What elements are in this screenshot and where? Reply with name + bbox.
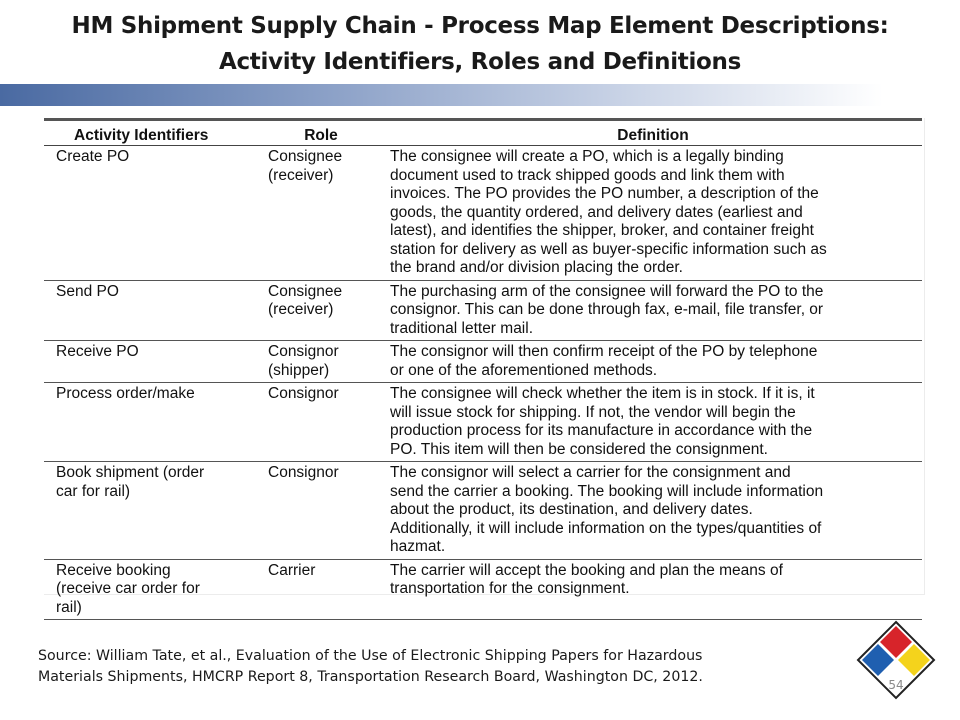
cell-def <box>384 462 922 560</box>
cell-def-line: traditional letter mail. <box>390 319 534 337</box>
slide-title <box>0 8 960 80</box>
cell-activity-line: rail) <box>56 598 82 616</box>
cell-activity-line: Receive PO <box>56 343 139 360</box>
cell-def-line: The consignee will create a PO, which is a legally binding <box>390 148 784 165</box>
header-definition: Definition <box>384 120 922 146</box>
cell-role-line: (receiver) <box>268 166 334 184</box>
definitions-table-image <box>44 118 925 616</box>
cell-def <box>384 146 922 281</box>
cell-def <box>384 280 922 341</box>
cell-def-line: PO. This item will then be considered the consignment. <box>390 440 768 458</box>
cell-def <box>384 559 922 620</box>
cell-def-line: The carrier will accept the booking and plan the means of <box>390 561 783 579</box>
title-line-1: HM Shipment Supply Chain - Process Map Element Descriptions: <box>71 13 889 39</box>
cell-activity-line: Send PO <box>56 282 119 300</box>
cell-def-line: goods, the quantity ordered, and delivery dates (earliest and <box>390 203 803 221</box>
cell-role-line: (shipper) <box>268 361 330 379</box>
cell-role <box>258 280 384 341</box>
title-accent-bar <box>0 84 960 106</box>
header-role: Role <box>258 120 384 146</box>
table-row <box>44 559 922 620</box>
cell-def-line: hazmat. <box>390 538 446 555</box>
cell-def-line: Additionally, it will include information on the types/quantities of <box>390 519 822 537</box>
cell-def-line: send the carrier a booking. The booking will include information <box>390 482 824 500</box>
table-row <box>44 341 922 383</box>
title-line-2: Activity Identifiers, Roles and Definitions <box>218 49 742 75</box>
table-row <box>44 146 922 281</box>
cell-activity <box>44 462 258 560</box>
header-activity-identifiers: Activity Identifiers <box>44 120 258 146</box>
cell-def-line: consignor. This can be done through fax, e-mail, file transfer, or <box>390 301 824 318</box>
cell-def-line: production process for its manufacture in accordance with the <box>390 422 813 439</box>
cell-def-line: The purchasing arm of the consignee will forward the PO to the <box>390 282 824 300</box>
source-citation <box>38 646 798 688</box>
cell-activity <box>44 146 258 281</box>
cell-def-line: document used to track shipped goods and link them with <box>390 166 785 184</box>
cell-def <box>384 383 922 462</box>
table-row <box>44 462 922 560</box>
cell-def-line: or one of the aforementioned methods. <box>390 361 658 379</box>
cell-def-line: transportation for the consignment. <box>390 580 630 597</box>
cell-def-line: station for delivery as well as buyer-specific information such as <box>390 240 827 258</box>
cell-role <box>258 383 384 462</box>
cell-def-line: The consignee will check whether the item is in stock. If it is, it <box>390 385 815 402</box>
cell-activity-line: (receive car order for <box>56 580 200 597</box>
table-row <box>44 280 922 341</box>
cell-def-line: The consignor will select a carrier for the consignment and <box>390 464 791 481</box>
cell-activity-line: Book shipment (order <box>56 464 205 481</box>
cell-role-line: Consignor <box>268 343 339 360</box>
page-number: 54 <box>888 678 904 692</box>
table-header-row <box>44 120 922 146</box>
cell-def-line: latest), and identifies the shipper, broker, and container freight <box>390 222 814 239</box>
cell-role <box>258 559 384 620</box>
cell-role-line: Consignor <box>268 385 339 402</box>
table-body <box>44 146 922 620</box>
cell-def-line: about the product, its destination, and delivery dates. <box>390 501 753 518</box>
cell-activity <box>44 341 258 383</box>
cell-def-line: The consignor will then confirm receipt of the PO by telephone <box>390 343 818 360</box>
cell-activity-line: Receive booking <box>56 561 171 579</box>
cell-role-line: Consignee <box>268 282 343 300</box>
cell-role <box>258 341 384 383</box>
cell-role-line: Consignee <box>268 148 343 165</box>
cell-activity <box>44 383 258 462</box>
cell-def-line: will issue stock for shipping. If not, the vendor will begin the <box>390 403 796 421</box>
cell-activity <box>44 280 258 341</box>
cell-activity <box>44 559 258 620</box>
cell-role-line: Carrier <box>268 561 316 579</box>
cell-role-line: Consignor <box>268 464 339 481</box>
table-row <box>44 383 922 462</box>
cell-activity-line: Process order/make <box>56 385 195 402</box>
cell-def-line: invoices. The PO provides the PO number, a description of the <box>390 185 819 202</box>
source-line-1: Source: William Tate, et al., Evaluation of the Use of Electronic Shipping Papers for Hazardous <box>38 648 703 664</box>
cell-def-line: the brand and/or division placing the order. <box>390 259 683 276</box>
cell-role <box>258 462 384 560</box>
cell-activity-line: Create PO <box>56 148 130 165</box>
cell-role <box>258 146 384 281</box>
cell-activity-line: car for rail) <box>56 482 131 500</box>
cell-def <box>384 341 922 383</box>
source-line-2: Materials Shipments, HMCRP Report 8, Transportation Research Board, Washington DC, 2012. <box>38 669 703 685</box>
definitions-table <box>44 118 922 620</box>
cell-role-line: (receiver) <box>268 301 334 318</box>
